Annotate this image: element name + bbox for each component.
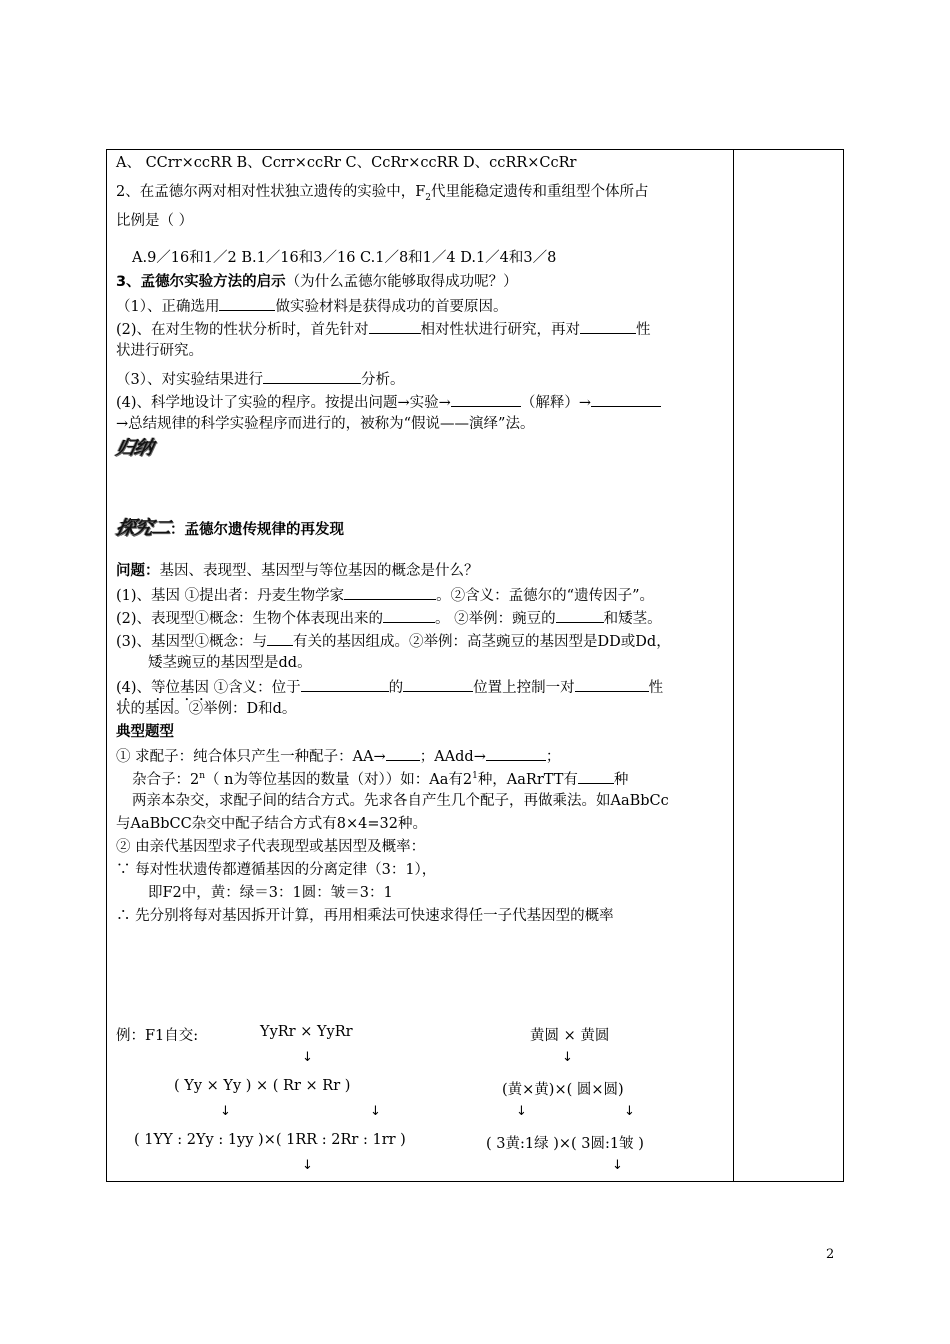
concept-gene-b: 。②含义：孟德尔的“遗传因子”。 bbox=[436, 588, 654, 604]
concept-genotype-b: 有关的基因组成。②举例：高茎豌豆的基因型是DD或Dd， bbox=[293, 634, 671, 650]
table-column-divider bbox=[733, 149, 734, 1182]
point-2-c: 性 bbox=[636, 322, 651, 338]
typical-problems-heading: 典型题型 bbox=[116, 724, 174, 740]
q2-text-b: 代里能稳定遗传和重组型个体所占 bbox=[431, 184, 649, 200]
concept-allele bbox=[116, 675, 728, 698]
arrow-down-icon: ↓ bbox=[302, 1158, 313, 1173]
section-2-heading bbox=[113, 508, 728, 560]
type-1-hetero-d: 种 bbox=[613, 772, 629, 788]
superscript-1: 1 bbox=[472, 771, 478, 782]
concept-allele-a: (4)、等位基因 bbox=[116, 680, 210, 696]
blank bbox=[301, 675, 389, 692]
main-cell-content bbox=[113, 151, 728, 928]
type-1-cross-cont: 与AaBbCC杂交中配子结合方式有8×4=32种。 bbox=[116, 816, 427, 832]
heading-3 bbox=[116, 271, 728, 294]
blank bbox=[386, 744, 420, 761]
arrow-down-icon: ↓ bbox=[302, 1050, 313, 1065]
concept-phenotype bbox=[116, 606, 728, 629]
blank bbox=[556, 606, 604, 623]
concept-allele-b: ①含义：位于 bbox=[209, 680, 301, 696]
point-1-a: （1）、正确选用 bbox=[116, 299, 220, 315]
concept-gene bbox=[116, 583, 728, 606]
point-2-b: 相对性状进行研究，再对 bbox=[420, 322, 581, 338]
point-1 bbox=[116, 294, 728, 317]
concept-genotype-cont: 矮茎豌豆的基因型是dd。 bbox=[148, 655, 312, 671]
heading-3-rest: （为什么孟德尔能够取得成功呢？） bbox=[285, 274, 518, 290]
superscript-n: n bbox=[199, 771, 206, 782]
section-2-title: ：孟德尔遗传规律的再发现 bbox=[170, 522, 345, 538]
example-right-parents: 黄圆 × 黄圆 bbox=[530, 1028, 610, 1044]
type-1-line bbox=[116, 744, 728, 767]
blank bbox=[219, 294, 275, 311]
blank bbox=[451, 390, 521, 407]
blank bbox=[580, 317, 636, 334]
arrow-down-icon: ↓ bbox=[562, 1050, 573, 1065]
question-2-line bbox=[116, 180, 728, 205]
concept-genotype bbox=[116, 629, 728, 652]
type-1-cross: 两亲本杂交，求配子间的结合方式。先求各自产生几个配子，再做乘法。如AaBbCc bbox=[132, 793, 669, 809]
options-line: A、 CCrr×ccRR B、Ccrr×ccRr C、CcRr×ccRR D、ccRR×CcRr bbox=[116, 155, 577, 171]
point-4-b: （解释）→ bbox=[520, 395, 591, 411]
example-left-split: ( Yy × Yy ) × ( Rr × Rr ) bbox=[174, 1078, 351, 1094]
type-1-a: ① 求配子：纯合体只产生一种配子：AA→ bbox=[116, 749, 386, 765]
point-2-a: (2)、在对生物的性状分析时，首先针对 bbox=[116, 322, 369, 338]
type-2-line: ② 由亲代基因型求子代表现型或基因型及概率： bbox=[116, 839, 426, 855]
therefore-line: ∴ 先分别将每对基因拆开计算，再用相乘法可快速求得任一子代基因型的概率 bbox=[116, 908, 614, 924]
ratio-line: 即F2中，黄：绿＝3：1圆：皱＝3：1 bbox=[148, 885, 393, 901]
blank bbox=[403, 675, 473, 692]
arrow-down-icon: ↓ bbox=[220, 1104, 231, 1119]
concept-allele-c: 的 bbox=[388, 680, 404, 696]
point-1-b: 做实验材料是获得成功的首要原因。 bbox=[275, 299, 508, 315]
example-right-split: (黄×黄)×( 圆×圆) bbox=[502, 1082, 624, 1098]
example-left-parents: YyRr × YyRr bbox=[260, 1024, 353, 1040]
blank bbox=[486, 744, 546, 761]
q2-subscript: 2 bbox=[425, 192, 432, 203]
question-label: 问题： bbox=[116, 563, 160, 579]
point-2-cont: 状进行研究。 bbox=[116, 343, 203, 359]
example-label: 例：F1自交: bbox=[116, 1028, 199, 1044]
blank bbox=[591, 390, 661, 407]
concept-allele-e: 性 bbox=[648, 680, 664, 696]
point-4-a: (4)、科学地设计了实验的程序。按提出问题→实验→ bbox=[116, 395, 451, 411]
concept-allele-cont: 状的基因。②举例：D和d。 bbox=[116, 701, 297, 717]
arrow-down-icon: ↓ bbox=[516, 1104, 527, 1119]
question-line bbox=[116, 560, 728, 583]
question-text: 基因、表现型、基因型与等位基因的概念是什么？ bbox=[159, 563, 479, 579]
blank bbox=[263, 367, 361, 384]
point-4 bbox=[116, 390, 728, 413]
example-left-ratio: ( 1YY : 2Yy : 1yy )×( 1RR : 2Rr : 1rr ) bbox=[134, 1132, 406, 1148]
type-1-hetero-b: （ n为等位基因的数量（对））如：Aa有2 bbox=[205, 772, 473, 788]
blank bbox=[369, 317, 421, 334]
point-3-a: （3）、对实验结果进行 bbox=[116, 372, 263, 388]
blank bbox=[578, 767, 614, 784]
type-1-hetero-c: 种，AaRrTT有 bbox=[477, 772, 578, 788]
arrow-down-icon: ↓ bbox=[370, 1104, 381, 1119]
explore-2-stamp: 探究二 bbox=[113, 517, 173, 539]
summary-stamp-row bbox=[113, 436, 728, 508]
because-line: ∵ 每对性状遗传都遵循基因的分离定律（3：1）， bbox=[116, 862, 437, 878]
type-1-c: ； bbox=[545, 749, 561, 765]
arrow-down-icon: ↓ bbox=[612, 1158, 623, 1173]
concept-allele-d: 位置上控制一对 bbox=[473, 680, 575, 696]
question-2-line-2: 比例是（ ） bbox=[116, 213, 194, 229]
summary-stamp: 归纳 bbox=[113, 437, 155, 459]
type-1-hetero bbox=[116, 767, 728, 790]
type-1-b: ；AAdd→ bbox=[419, 749, 486, 765]
blank bbox=[267, 629, 293, 646]
concept-genotype-a: (3)、基因型①概念：与 bbox=[116, 634, 268, 650]
q2-text-a: 2、在孟德尔两对相对性状独立遗传的实验中，F bbox=[116, 184, 426, 200]
blank bbox=[383, 606, 435, 623]
blank bbox=[575, 675, 649, 692]
concept-phenotype-b: 。 ②举例：豌豆的 bbox=[435, 611, 556, 627]
arrow-down-icon: ↓ bbox=[624, 1104, 635, 1119]
point-3 bbox=[116, 367, 728, 390]
point-4-cont: →总结规律的科学实验程序而进行的，被称为“假说——演绎”法。 bbox=[116, 416, 535, 432]
concept-gene-a: (1)、基因 ①提出者：丹麦生物学家 bbox=[116, 588, 345, 604]
question-2-options: A.9／16和1／2 B.1／16和3／16 C.1／8和1／4 D.1／4和3／8 bbox=[132, 250, 557, 266]
concept-phenotype-c: 和矮茎。 bbox=[603, 611, 662, 627]
page-number: 2 bbox=[826, 1247, 835, 1262]
point-3-b: 分析。 bbox=[360, 372, 405, 388]
concept-phenotype-a: (2)、表现型①概念：生物个体表现出来的 bbox=[116, 611, 384, 627]
type-1-hetero-a: 杂合子：2 bbox=[132, 772, 200, 788]
point-2 bbox=[116, 317, 728, 340]
blank bbox=[344, 583, 436, 600]
heading-3-bold: 3、孟德尔实验方法的启示 bbox=[116, 274, 286, 290]
example-right-ratio: ( 3黄:1绿 )×( 3圆:1皱 ) bbox=[486, 1136, 644, 1152]
